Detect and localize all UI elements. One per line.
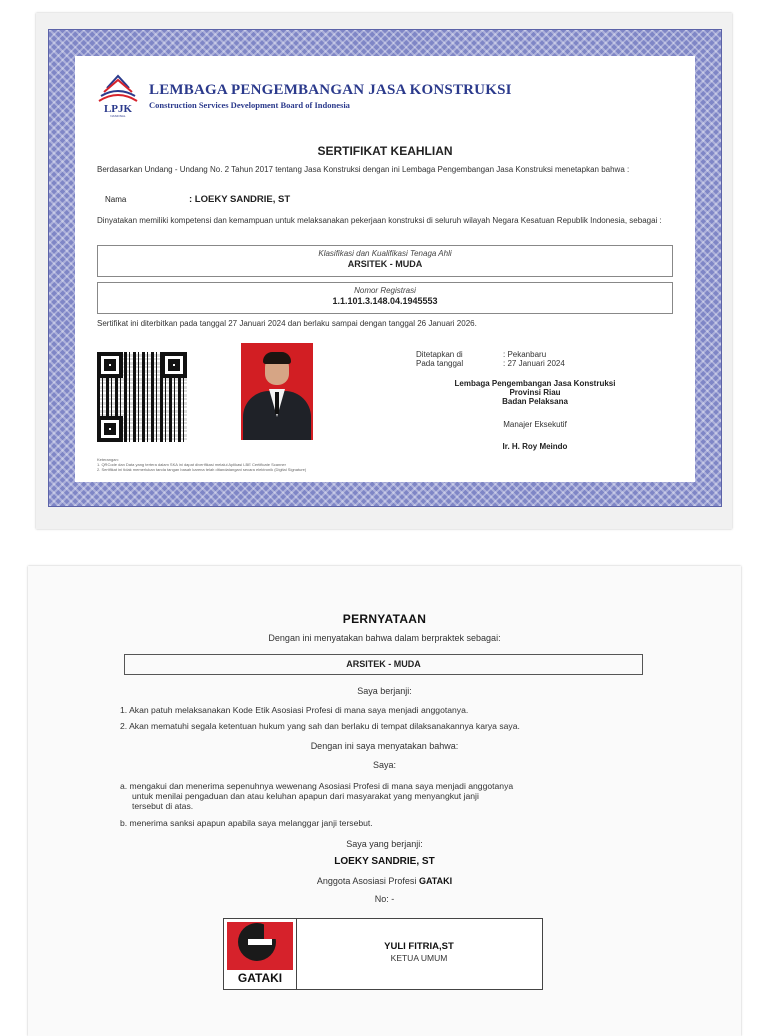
promise-heading: Saya berjanji: — [357, 686, 412, 696]
declare-item-b: b. menerima sanksi apapun apabila saya melanggar janji tersebut. — [120, 818, 373, 828]
statement-page — [28, 566, 741, 1036]
declare-item-a-line1: a. mengakui dan menerima sepenuhnya wewenang Asosiasi Profesi di mana saya menjadi anggotanya — [120, 781, 514, 791]
statement-title: PERNYATAAN — [342, 612, 427, 626]
gataki-logo-bar — [248, 939, 272, 945]
note-1: 1. QRCode dan Data yang tertera dalam SKA ini dapat diverifikasi melalui Aplikasi LBE Certificate Scanner — [97, 462, 286, 467]
declare-heading: Dengan ini saya menyatakan bahwa: — [310, 741, 459, 751]
registration-box — [97, 282, 673, 314]
gataki-logo — [224, 919, 297, 989]
issued-at-value: : Pekanbaru — [503, 350, 547, 359]
lpjk-logo — [95, 74, 141, 118]
validity-text: Sertifikat ini diterbitkan pada tanggal 27 Januari 2024 dan berlaku sampai dengan tanggal 26 Januari 2026. — [97, 319, 477, 328]
holder-photo — [241, 343, 313, 440]
classification-label: Klasifikasi dan Kualifikasi Tenaga Ahli — [318, 249, 452, 258]
qr-code — [97, 352, 187, 442]
saya-heading: Saya: — [372, 760, 396, 770]
role-box: ARSITEK - MUDA — [124, 654, 643, 675]
certificate-border — [48, 29, 722, 507]
intro-text: Berdasarkan Undang - Undang No. 2 Tahun 2017 tentang Jasa Konstruksi dengan ini Lembaga Pengembangan Jasa Konstruksi menetapkan bahwa : — [97, 165, 630, 174]
classification-value: ARSITEK - MUDA — [347, 259, 423, 269]
membership-line — [28, 876, 741, 886]
logo-text: LPJK — [103, 103, 133, 115]
promise-item-1: 1. Akan patuh melaksanakan Kode Etik Asosiasi Profesi di mana saya menjadi anggotanya. — [120, 705, 469, 715]
issuer-line2: Provinsi Riau — [509, 388, 561, 397]
chair-name: YULI FITRIA,ST — [384, 941, 454, 952]
notes-label: Keterangan: — [97, 457, 119, 462]
chair-title: KETUA UMUM — [390, 953, 448, 963]
signer-role: Manajer Eksekutif — [503, 420, 567, 429]
org-subtitle: Construction Services Development Board of Indonesia — [149, 100, 350, 110]
qr-corner — [97, 416, 123, 442]
registration-value: 1.1.101.3.148.04.1945553 — [332, 296, 438, 306]
statement-intro: Dengan ini menyatakan bahwa dalam berpraktek sebagai: — [268, 633, 501, 643]
name-value: : LOEKY SANDRIE, ST — [189, 194, 291, 205]
gataki-logo-text: GATAKI — [237, 971, 283, 985]
certificate-page — [36, 13, 732, 529]
member-org: GATAKI — [418, 876, 453, 886]
member-number: No: - — [374, 894, 395, 904]
issuer-line1: Lembaga Pengembangan Jasa Konstruksi — [454, 379, 616, 388]
photo-hair — [263, 352, 291, 364]
pledger-label: Saya yang berjanji: — [346, 839, 423, 849]
gataki-logo-gap — [264, 923, 278, 939]
certificate-body — [75, 56, 695, 482]
issuer-line3: Badan Pelaksana — [502, 397, 568, 406]
issued-date-label: Pada tanggal — [416, 359, 464, 368]
logo-subtext: NASIONAL — [110, 114, 126, 118]
certificate-title: SERTIFIKAT KEAHLIAN — [317, 144, 453, 158]
association-signature-box — [223, 918, 543, 990]
declaration-text: Dinyatakan memiliki kompetensi dan kemampuan untuk melaksanakan pekerjaan konstruksi di seluruh wilayah Negara Kesatuan Republik Indonesia, sebagai : — [97, 216, 662, 225]
classification-box — [97, 245, 673, 277]
promise-item-2: 2. Akan mematuhi segala ketentuan hukum yang sah dan berlaku di tempat dilaksanakannya karya saya. — [120, 721, 520, 731]
photo-tie — [275, 392, 279, 414]
issued-at-label: Ditetapkan di — [416, 350, 463, 359]
registration-label: Nomor Registrasi — [354, 286, 416, 295]
issued-date-value: : 27 Januari 2024 — [503, 359, 565, 368]
declare-item-a-line3: tersebut di atas. — [132, 801, 194, 811]
org-name: LEMBAGA PENGEMBANGAN JASA KONSTRUKSI — [149, 82, 512, 98]
signer-name: Ir. H. Roy Meindo — [502, 442, 568, 451]
pledger-name: LOEKY SANDRIE, ST — [334, 856, 435, 867]
note-2: 2. Sertifikat ini tidak memerlukan tanda tangan basah karena telah ditandatangani secara elektronik (Digital Signature) — [97, 467, 307, 472]
member-prefix: Anggota Asosiasi Profesi — [316, 876, 419, 886]
name-label: Nama — [105, 195, 127, 204]
declare-item-a-line2: untuk menilai pengaduan dan atau keluhan apapun dari masyarakat yang menyangkut janji — [132, 791, 479, 801]
